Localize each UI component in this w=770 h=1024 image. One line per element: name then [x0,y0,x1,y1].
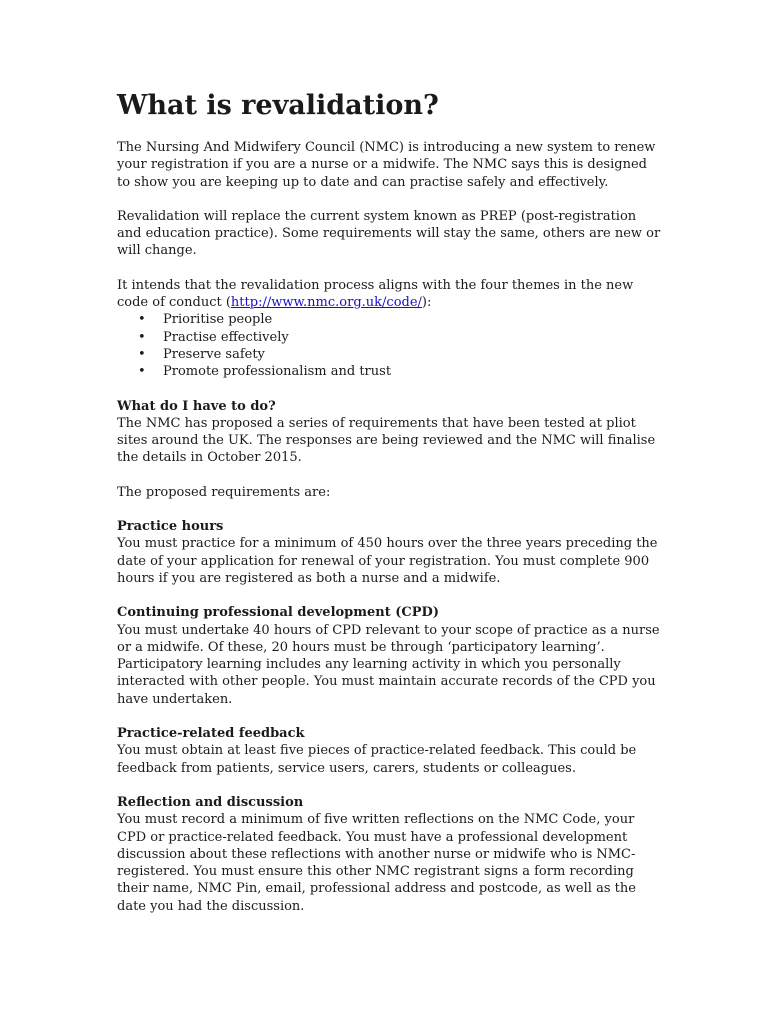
intro-paragraph-3 [117,277,662,312]
what-to-do-heading: What do I have to do? [117,398,276,414]
requirements-lead: The proposed requirements are: [117,484,331,500]
reflection-text: You must record a minimum of five written reflections on the NMC Code, your CPD or practice-related feedback. You must have a professional development discussion about these reflections with another nurse or midwife who is NMC-registered. You must ensure this other NMC registrant signs a form recording their name, NMC Pin, email, professional address and postcode, as well as the date you had the discussion. [117,812,636,914]
intro-paragraph-3-text: It intends that the revalidation process aligns with the four themes in the new code of conduct ( [117,277,634,311]
practice-hours-text: You must practice for a minimum of 450 hours over the three years preceding the date of your application for renewal of your registration. You must complete 900 hours if you are registered as both a nurse and a midwife. [117,536,658,586]
what-to-do-text: The NMC has proposed a series of requirements that have been tested at pliot sites around the UK. The responses are being reviewed and the NMC will finalise the details in October 2015. [117,415,656,466]
themes-list [117,311,662,380]
cpd-text: You must undertake 40 hours of CPD relevant to your scope of practice as a nurse or a midwife. Of these, 20 hours must be through ‘participatory learning’. Participatory learning includes any learning activity in which you personally interacted with other people. You must maintain accurate records of the CPD you have undertaken. [117,622,660,707]
nmc-code-link[interactable]: http://www.nmc.org.uk/code/ [230,295,422,311]
theme-item: • Practise effectively [117,329,662,346]
theme-item: • Prioritise people [117,311,662,328]
intro-paragraph-1: The Nursing And Midwifery Council (NMC) is introducing a new system to renew your registration if you are a nurse or a midwife. The NMC says this is designed to show you are keeping up to date and can practise safely and effectively. [117,140,656,190]
theme-item: • Promote professionalism and trust [117,363,662,380]
theme-item: • Preserve safety [117,346,662,363]
feedback-text: You must obtain at least five pieces of practice-related feedback. This could be feedback from patients, service users, carers, students or colleagues. [117,743,637,776]
page-title: What is revalidation? [117,90,439,121]
feedback-heading: Practice-related feedback [117,726,305,742]
document-body [117,139,662,915]
intro-paragraph-2: Revalidation will replace the current system known as PREP (post-registration and education practice). Some requirements will stay the same, others are new or will change. [117,208,661,259]
intro-paragraph-3-end: ): [421,295,432,311]
practice-hours-heading: Practice hours [117,519,224,535]
cpd-heading: Continuing professional development (CPD) [117,605,439,621]
reflection-heading: Reflection and discussion [117,794,304,810]
